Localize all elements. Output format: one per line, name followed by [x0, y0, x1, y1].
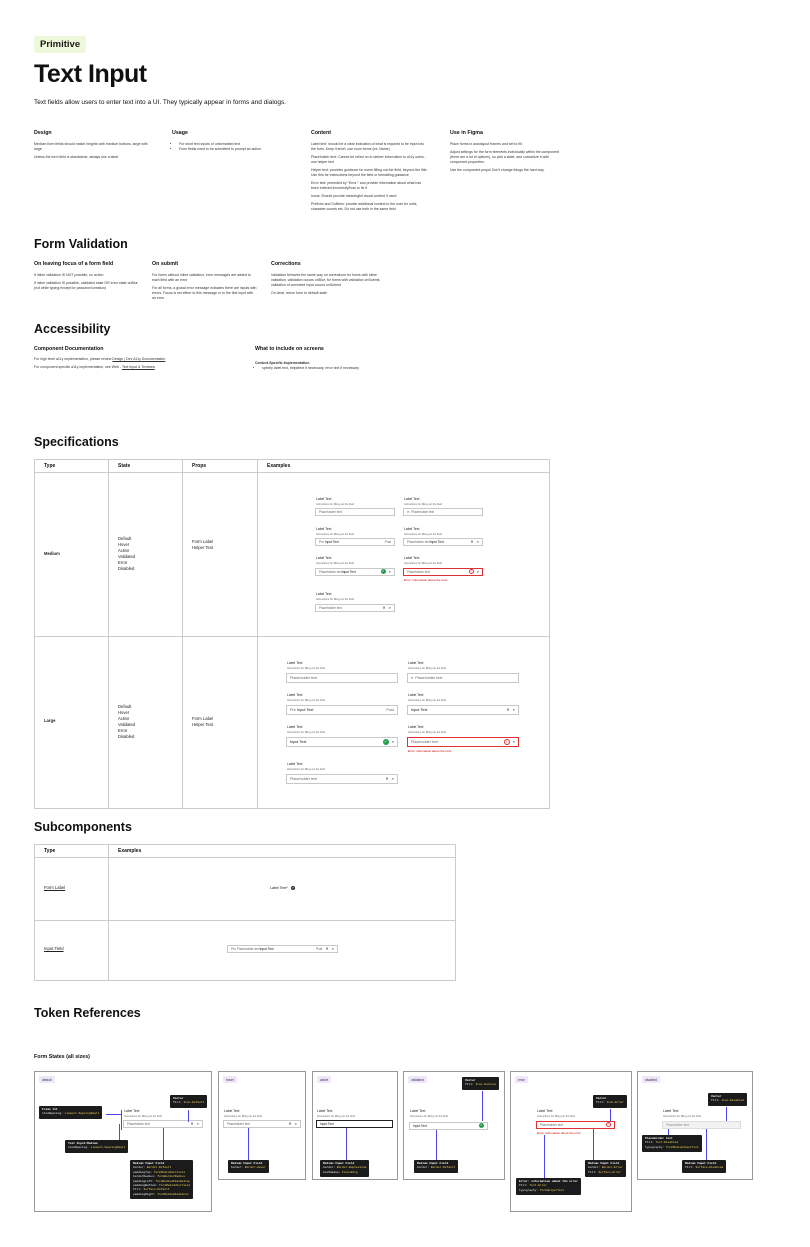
design-title: Design [34, 130, 52, 136]
form-states-title: Form States (all sizes) [34, 1054, 90, 1060]
search-icon[interactable]: ⌕ [476, 568, 479, 574]
page-intro: Text fields allow users to enter text into a UI. They typically appear in forms and dialogs. [34, 99, 287, 106]
a11y-screens-title: What to include on screens [255, 346, 324, 352]
usage-bullet: • For short text inputs of unformatted text [179, 142, 292, 147]
table-divider [108, 459, 109, 809]
helper-text: Instructions for filling out the field [408, 699, 446, 702]
help-circle-icon[interactable]: ? [291, 886, 294, 890]
medium-validated-input[interactable] [315, 568, 395, 576]
token-error-text: Error: information about the error fill: Text-Error typography: formHelperText [516, 1178, 581, 1195]
search-icon[interactable]: ⌕ [196, 1120, 199, 1126]
suffix-text: Post [316, 946, 323, 951]
a11y-doc-column [34, 346, 234, 373]
validation-col-title: On submit [152, 261, 179, 267]
check-circle-icon: ✓ [479, 1123, 483, 1128]
col-header-examples: Examples [118, 848, 142, 854]
search-icon[interactable]: ⌕ [512, 707, 515, 712]
token-validated-vector: Vector fill: Icon-Success [462, 1077, 499, 1090]
close-icon[interactable]: ✕ [190, 1120, 194, 1126]
frame-tag: error [515, 1076, 528, 1083]
content-line: Label text: should be a clear indication of what is required to be input into the form. Keep it short, use noun forms (ex: Name) [311, 142, 425, 151]
form-label: Label Text [316, 556, 332, 560]
content-line: Icons: Should provide meaningful visual content if used [311, 194, 397, 198]
close-icon[interactable]: ✕ [506, 707, 510, 712]
error-message: Error: information about the error [404, 578, 448, 582]
usage-bullet: • Form fields need to be submitted to prompt an action [179, 147, 292, 152]
helper-text: Instructions for filling out the field [124, 1115, 162, 1118]
connector-line [188, 1110, 189, 1122]
search-icon[interactable]: ⌕ [294, 1120, 297, 1126]
input-field-example[interactable] [227, 945, 338, 953]
connector-line [119, 1124, 120, 1140]
page-title: Text Input [34, 60, 147, 88]
check-circle-icon: ✓ [381, 569, 385, 574]
usage-title: Usage [172, 130, 188, 136]
col-header-props: Props [192, 463, 207, 469]
figma-line: Place forms in autolayout frames and set to fill. [450, 142, 523, 146]
prop-item: Form Label [192, 539, 214, 544]
a11y-screens-column [255, 346, 365, 371]
usage-column [172, 130, 292, 152]
helper-text: Instructions for filling out the field [537, 1115, 575, 1118]
form-label: Label Text [408, 661, 424, 665]
connector-line [163, 1128, 164, 1160]
prop-item: Form Label [192, 716, 214, 721]
input-value: Input Text [413, 1123, 427, 1128]
prefix-text: Pre [319, 539, 324, 544]
placeholder-text: Placeholder text [290, 676, 318, 680]
validation-line: If inline validation IS possible, validated state OR error state onBlur (not while typing except for password creation) [34, 281, 138, 290]
error-message: Error: information about the error [408, 749, 452, 753]
subcomponents-heading: Subcomponents [34, 820, 132, 834]
col-header-state: State [118, 463, 131, 469]
state-item: Error [118, 728, 128, 733]
placeholder-text: Placeholder text [127, 1121, 150, 1126]
state-item: Active [118, 548, 130, 553]
connector-line [121, 1110, 122, 1130]
state-item: Validated [118, 722, 136, 727]
connector-line [726, 1107, 727, 1121]
input-value: Input Text [341, 569, 356, 574]
large-default-input[interactable] [286, 673, 398, 683]
form-label: Label Text [537, 1109, 553, 1113]
error-circle-icon: ! [504, 739, 510, 745]
placeholder-text: Placeholder text [540, 1122, 563, 1127]
figma-line: Adjust settings for the form elements individually within the component (there are a lot of options), so pick a state, and customize it with component properties. [450, 150, 559, 164]
error-message: Error: information about the error [537, 1131, 581, 1135]
state-item: Disabled [118, 566, 135, 571]
content-line: Prefixes and Suffixes: provide additional context to the user for units, character counts etc. Do not use both in the same field [311, 202, 418, 211]
form-label: Label Text [287, 762, 303, 766]
form-label: Label Text [404, 556, 420, 560]
props-medium [192, 539, 213, 551]
token-error-input[interactable] [536, 1121, 615, 1129]
frame-tag: disabled [642, 1076, 660, 1083]
input-value: Input Text [320, 1121, 334, 1126]
medium-hover-input[interactable] [403, 538, 483, 546]
validation-col-submit [152, 261, 257, 304]
design-column [34, 130, 154, 163]
placeholder-text: Placeholder text [411, 740, 439, 744]
helper-text: Instructions for filling out the field [404, 562, 442, 565]
type-large: Large [44, 718, 56, 723]
token-text-input: Text Input/Medium itemSpacing: element-SpacingSmall [65, 1140, 128, 1153]
placeholder-text: Placeholder text [407, 569, 430, 574]
a11y-doc-link[interactable]: Design | Dev A11y Documentation [112, 357, 166, 361]
token-error-field: Medium Input Field border: Border-Error fill: Surface-Error [585, 1160, 626, 1177]
connector-line [436, 1130, 437, 1160]
form-label: Label Text [316, 497, 332, 501]
helper-text: Instructions for filling out the field [408, 667, 446, 670]
form-label: Label Text [408, 693, 424, 697]
placeholder-text: Placeholder text [290, 777, 318, 781]
token-disabled-input [662, 1121, 741, 1129]
large-validated-input[interactable] [286, 737, 398, 747]
helper-text: Instructions for filling out the field [224, 1115, 262, 1118]
validation-col-blur [34, 261, 139, 294]
token-disabled-field: Medium Input Field fill: Surface-Disabled [682, 1160, 726, 1173]
connector-line [706, 1129, 707, 1160]
a11y-doc-text: For component specific a11y implementation, see Web - [34, 365, 122, 369]
design-line: Medium form fields should match heights with medium buttons, large with large. [34, 142, 148, 151]
table-divider [34, 920, 456, 921]
check-circle-icon: ✓ [383, 739, 388, 744]
form-label: Label Text [410, 1109, 426, 1113]
close-icon[interactable]: ✕ [470, 538, 474, 544]
placeholder-text: Placeholder text [227, 1121, 250, 1126]
content-line: Helper text: provides guidance for users filling out the field, beyond the title. Use this for instructions beyond the field or formatting guidance [311, 168, 428, 177]
token-validated-field: Medium Input Field border: Border-Default [414, 1160, 458, 1173]
form-label: Label Text [224, 1109, 240, 1113]
input-value: Input Text [296, 708, 314, 712]
validation-col-title: On leaving focus of a form field [34, 261, 114, 267]
large-active-input[interactable] [286, 774, 398, 784]
type-medium: Medium [44, 551, 60, 556]
form-label-text: Label Text* [270, 886, 288, 890]
state-item: Default [118, 704, 132, 709]
validation-col-corrections [271, 261, 383, 299]
form-label: Label Text [287, 725, 303, 729]
token-hover-input[interactable] [223, 1120, 301, 1128]
connector-line [346, 1128, 347, 1160]
search-icon[interactable]: ⌕ [388, 604, 391, 610]
state-item: Validated [118, 554, 136, 559]
state-item: Hover [118, 542, 130, 547]
connector-line [248, 1128, 249, 1160]
content-column [311, 130, 429, 215]
connector-line [593, 1129, 594, 1160]
large-hover-input[interactable] [407, 705, 519, 715]
helper-text: Instructions for filling out the field [316, 598, 354, 601]
token-active: Medium Input Field border: Border-Emphasized boxShadow: FocusRing [320, 1160, 369, 1177]
states-medium [118, 536, 135, 572]
frame-tag: active [317, 1076, 331, 1083]
helper-text: Instructions for filling out the field [316, 562, 354, 565]
col-header-type: Type [44, 848, 56, 854]
validation-line: Validation behaves the same way on corrections for forms with inline validation, validation occurs onBlur; for forms with validation onSubmit, validation of corrected input occurs onSubmit [271, 273, 381, 287]
search-icon: ⌕ [411, 675, 414, 680]
form-label: Label Text [408, 725, 424, 729]
form-validation-heading: Form Validation [34, 237, 128, 251]
search-icon[interactable]: ⌕ [476, 538, 479, 544]
medium-default-input[interactable] [315, 508, 395, 516]
search-icon[interactable]: ⌕ [512, 739, 515, 744]
form-label: Label Text [316, 592, 332, 596]
a11y-doc-title: Component Documentation [34, 346, 104, 352]
figma-line: Use the component props! Don't change things the hard way. [450, 168, 545, 172]
frame-tag: default [39, 1076, 55, 1083]
search-icon: ⌕ [407, 508, 410, 514]
form-label: Label Text [124, 1109, 140, 1113]
large-error-input[interactable] [407, 737, 519, 747]
helper-text: Instructions for filling out the field [410, 1115, 448, 1118]
col-header-examples: Examples [267, 463, 291, 469]
form-label-link[interactable]: Form Label [44, 885, 66, 890]
large-prefix-input[interactable] [286, 705, 398, 715]
validation-line: For forms without inline validation, error messages are added to each field with an error [152, 273, 251, 282]
validation-line: If inline validation IS NOT possible, no action [34, 273, 104, 277]
placeholder-text: Placeholder text [415, 676, 443, 680]
input-field-link[interactable]: Input Field [44, 946, 64, 951]
content-title: Content [311, 130, 332, 136]
content-line: Error text: preceded by "Error:" and provide information about what has been entered incorrectly/how to fix it [311, 181, 422, 190]
helper-text: Instructions for filling out the field [317, 1115, 355, 1118]
helper-text: Instructions for filling out the field [404, 503, 442, 506]
input-value: Input Text [324, 539, 339, 544]
token-validated-input[interactable] [409, 1122, 488, 1130]
close-icon[interactable]: ✕ [382, 604, 386, 610]
close-icon[interactable]: ✕ [288, 1120, 292, 1126]
token-medium-default: Medium Input Field border: Border-Default paddingTop: formMediumVertical borderRadius: formBorderRadius paddingLeft: formMediumSideNoIcon paddingBottom: formMediumVertical fill: Surface-Default paddingRight: formMediumSideIcon [130, 1160, 193, 1199]
token-disabled-vector: Vector fill: Icon-Disabled [708, 1093, 747, 1106]
content-line: Placeholder text: Cannot be relied on to deliver information to a11y users - use helper text [311, 155, 426, 164]
prefix-text: Pre [290, 708, 296, 712]
suffix-text: Post [384, 539, 391, 544]
token-references-heading: Token References [34, 1006, 141, 1020]
suffix-text: Post [386, 708, 394, 712]
placeholder-text: Placeholder text [236, 946, 260, 951]
helper-text: Instructions for filling out the field [316, 533, 354, 536]
form-label-example [270, 886, 295, 890]
search-icon[interactable]: ⌕ [388, 568, 391, 574]
helper-text: Instructions for filling out the field [287, 768, 325, 771]
token-disabled-placeholder: Placeholder text fill: Text-Disabled typography: formMediumInputText [642, 1135, 702, 1152]
a11y-doc-text: For high level a11y implementation, please review [34, 357, 113, 361]
token-active-input[interactable] [316, 1120, 393, 1128]
placeholder-text: Placeholder text [319, 569, 342, 574]
input-value: Input Text [411, 708, 428, 712]
close-icon[interactable]: ✕ [325, 945, 329, 951]
validation-line: On clear, return form to default state [271, 291, 328, 295]
a11y-screens-sub: Context-Specific Implementation [255, 361, 310, 365]
token-vector-default: Vector fill: Icon-Default [170, 1095, 207, 1108]
error-circle-icon: ! [469, 569, 474, 574]
primitive-badge: Primitive [34, 36, 86, 53]
token-error-vector: Vector fill: Icon-Error [593, 1095, 627, 1108]
prefix-text: Pre [231, 946, 236, 951]
form-label: Label Text [287, 661, 303, 665]
medium-prefix-input[interactable] [315, 538, 395, 546]
connector-line [544, 1135, 545, 1178]
text-input-doc-link[interactable]: Text Input & Textarea [121, 365, 155, 369]
table-divider [34, 472, 550, 473]
form-label: Label Text [404, 527, 420, 531]
specifications-heading: Specifications [34, 435, 119, 449]
validation-line: For all forms, a global error message indicates there are inputs with errors. Focus is set either to this message or to the first input with an error [152, 286, 257, 300]
helper-text: Instructions for filling out the field [287, 667, 325, 670]
connector-line [106, 1114, 122, 1115]
props-large [192, 716, 213, 728]
medium-error-input[interactable] [403, 568, 483, 576]
prop-item: Helper Text [192, 722, 214, 727]
token-frame: Frame 111 itemSpacing: element-SpacingSmall [39, 1106, 102, 1119]
col-header-type: Type [44, 463, 56, 469]
state-item: Default [118, 536, 132, 541]
search-icon[interactable]: ⌕ [391, 739, 394, 744]
form-label: Label Text [663, 1109, 679, 1113]
table-divider [34, 857, 456, 858]
table-divider [182, 459, 183, 809]
input-value: Input Text [429, 539, 444, 544]
form-label: Label Text [316, 527, 332, 531]
input-value: Input Text [290, 740, 307, 744]
placeholder-text: Placeholder text [319, 605, 342, 610]
token-default-input[interactable] [123, 1120, 203, 1128]
figma-column [450, 130, 560, 176]
helper-text: Instructions for filling out the field [404, 533, 442, 536]
placeholder-text: Placeholder text [411, 509, 435, 514]
helper-text: Instructions for filling out the field [287, 699, 325, 702]
prop-item: Helper Text [192, 545, 214, 550]
close-icon[interactable]: ✕ [385, 776, 389, 781]
placeholder-text: Placeholder text [319, 509, 342, 514]
form-label: Label Text [317, 1109, 333, 1113]
placeholder-text: Placeholder text [666, 1122, 689, 1127]
search-icon[interactable]: ⌕ [391, 776, 394, 781]
connector-line [482, 1091, 483, 1121]
figma-title: Use in Figma [450, 130, 483, 136]
token-hover: Medium Input Field border: Border-Hover [228, 1160, 269, 1173]
form-label: Label Text [287, 693, 303, 697]
error-circle-icon: ! [606, 1122, 611, 1127]
helper-text: Instructions for filling out the field [287, 731, 325, 734]
helper-text: Instructions for filling out the field [316, 503, 354, 506]
search-icon[interactable]: ⌕ [331, 945, 334, 951]
validation-col-title: Corrections [271, 261, 301, 267]
frame-tag: hover [223, 1076, 237, 1083]
design-line: Unless the form field is standalone, always use a label. [34, 155, 120, 159]
table-divider [34, 636, 550, 637]
accessibility-heading: Accessibility [34, 322, 111, 336]
large-search-input[interactable] [407, 673, 519, 683]
states-large [118, 704, 135, 740]
table-divider [257, 459, 258, 809]
table-divider [108, 844, 109, 981]
helper-text: Instructions for filling out the field [663, 1115, 701, 1118]
input-value: Input Text [259, 946, 274, 951]
frame-tag: validated [408, 1076, 427, 1083]
a11y-screens-bullet: • specify label text, helpdtext if necessary, error text if necessary [262, 366, 365, 371]
placeholder-text: Placeholder text [407, 539, 430, 544]
subcomponents-table [34, 844, 456, 981]
state-item: Error [118, 560, 128, 565]
state-item: Hover [118, 710, 130, 715]
form-label: Label Text [404, 497, 420, 501]
medium-active-input[interactable] [315, 604, 395, 612]
medium-search-input[interactable] [403, 508, 483, 516]
state-item: Active [118, 716, 130, 721]
helper-text: Instructions for filling out the field [408, 731, 446, 734]
state-item: Disabled [118, 734, 135, 739]
